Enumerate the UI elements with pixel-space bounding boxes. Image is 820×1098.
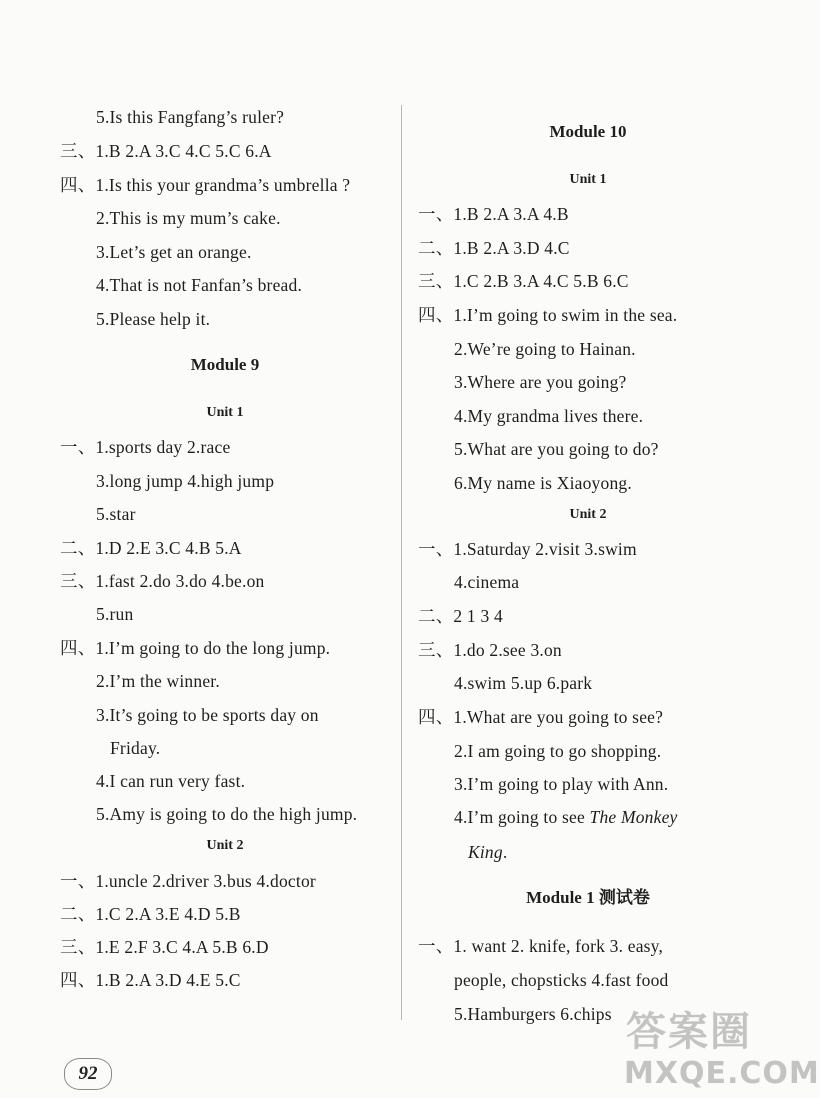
answer-line: 5.star bbox=[96, 504, 136, 524]
answer-text: 4.I’m going to see bbox=[454, 807, 590, 827]
answer-line: 三、1.C 2.B 3.A 4.C 5.B 6.C bbox=[418, 271, 629, 291]
answer-line: 3.Let’s get an orange. bbox=[96, 242, 252, 262]
answer-line: 2.This is my mum’s cake. bbox=[96, 208, 281, 228]
answer-line: 3.I’m going to play with Ann. bbox=[454, 774, 669, 794]
answer-line: 2.We’re going to Hainan. bbox=[454, 339, 636, 359]
unit-heading: Unit 2 bbox=[569, 507, 607, 522]
answer-line: 四、1.What are you going to see? bbox=[418, 707, 664, 727]
answer-line: 2.I’m the winner. bbox=[96, 671, 220, 691]
answer-line: 4.I can run very fast. bbox=[96, 771, 246, 791]
answer-line: 2.I am going to go shopping. bbox=[454, 741, 662, 761]
answer-line: 5.Hamburgers 6.chips bbox=[454, 1004, 612, 1024]
test-heading: Module 1 测试卷 bbox=[526, 888, 650, 907]
answer-line: 二、1.B 2.A 3.D 4.C bbox=[418, 238, 570, 258]
unit-heading: Unit 2 bbox=[206, 838, 244, 853]
watermark-logo-text: 答案圈 bbox=[626, 1009, 752, 1055]
unit-heading: Unit 1 bbox=[206, 405, 244, 420]
answer-line: 一、1.sports day 2.race bbox=[60, 437, 231, 457]
answer-line: Friday. bbox=[110, 738, 161, 758]
module-heading: Module 10 bbox=[549, 122, 627, 141]
answer-line: 3.It’s going to be sports day on bbox=[96, 705, 319, 725]
answer-line: 二、1.D 2.E 3.C 4.B 5.A bbox=[60, 538, 242, 558]
page-number: 92 bbox=[64, 1058, 112, 1090]
answer-line: 5.run bbox=[96, 604, 134, 624]
answer-line: 一、1.uncle 2.driver 3.bus 4.doctor bbox=[60, 871, 316, 891]
book-title-part: King bbox=[468, 842, 503, 862]
answer-line bbox=[468, 841, 507, 863]
answer-line: 一、1.Saturday 2.visit 3.swim bbox=[418, 539, 637, 559]
watermark bbox=[622, 996, 820, 1094]
answer-line: 三、1.E 2.F 3.C 4.A 5.B 6.D bbox=[60, 937, 269, 957]
answer-line: 二、1.C 2.A 3.E 4.D 5.B bbox=[60, 904, 241, 924]
answer-line: 一、1. want 2. knife, fork 3. easy, bbox=[418, 936, 664, 956]
answer-line: 4.swim 5.up 6.park bbox=[454, 673, 593, 693]
answer-line: 5.Please help it. bbox=[96, 309, 211, 329]
answer-line: 5.What are you going to do? bbox=[454, 439, 659, 459]
answer-line: 一、1.B 2.A 3.A 4.B bbox=[418, 204, 569, 224]
answer-line bbox=[454, 806, 678, 828]
answer-line: 三、1.B 2.A 3.C 4.C 5.C 6.A bbox=[60, 141, 272, 161]
answer-text: . bbox=[502, 842, 508, 862]
book-title-part: The Monkey bbox=[589, 807, 678, 827]
answer-line: 四、1.I’m going to swim in the sea. bbox=[418, 305, 678, 325]
answer-line: 四、1.I’m going to do the long jump. bbox=[60, 638, 331, 658]
watermark-url: MXQE.COM bbox=[624, 1056, 820, 1091]
column-divider bbox=[401, 105, 402, 1020]
answer-line: 三、1.fast 2.do 3.do 4.be.on bbox=[60, 571, 265, 591]
answer-line: 4.cinema bbox=[454, 572, 520, 592]
answer-line: 3.long jump 4.high jump bbox=[96, 471, 275, 491]
answer-line: 5.Is this Fangfang’s ruler? bbox=[96, 107, 285, 127]
answer-line: 4.My grandma lives there. bbox=[454, 406, 644, 426]
answer-line: 4.That is not Fanfan’s bread. bbox=[96, 275, 303, 295]
answer-line: 四、1.B 2.A 3.D 4.E 5.C bbox=[60, 970, 241, 990]
answer-line: 5.Amy is going to do the high jump. bbox=[96, 804, 358, 824]
answer-line: 四、1.Is this your grandma’s umbrella ? bbox=[60, 175, 351, 195]
answer-line: 三、1.do 2.see 3.on bbox=[418, 640, 562, 660]
unit-heading: Unit 1 bbox=[569, 172, 607, 187]
answer-line: 6.My name is Xiaoyong. bbox=[454, 473, 632, 493]
module-heading: Module 9 bbox=[190, 355, 260, 374]
answer-line: people, chopsticks 4.fast food bbox=[454, 970, 669, 990]
answer-line: 二、2 1 3 4 bbox=[418, 606, 503, 626]
answer-line: 3.Where are you going? bbox=[454, 372, 627, 392]
